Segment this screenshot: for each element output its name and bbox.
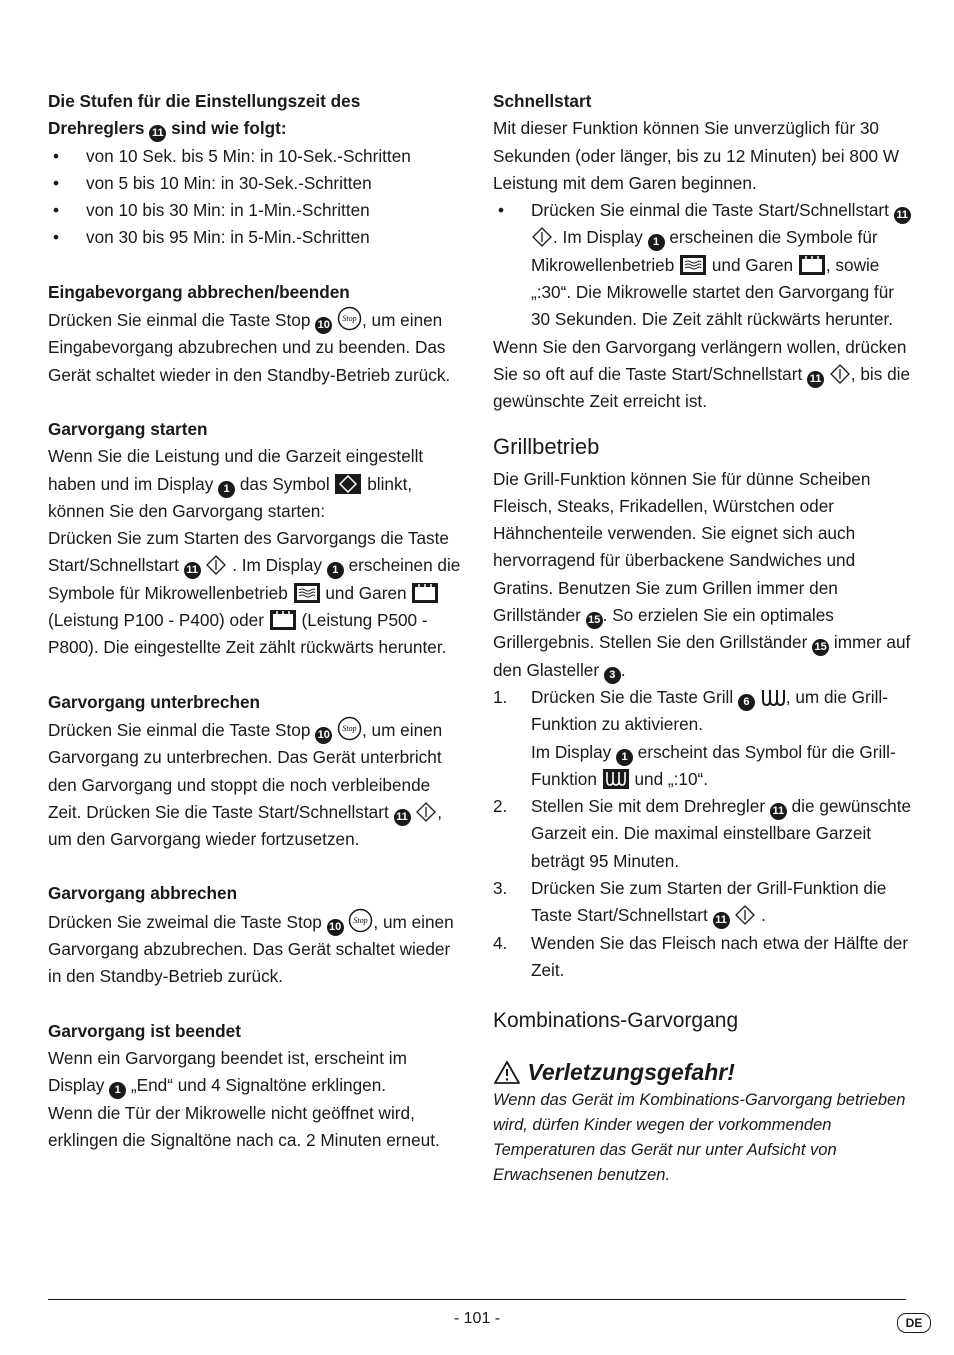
microwave-icon (679, 254, 707, 276)
page-number: - 101 - (453, 1310, 501, 1327)
schnellstart-extend: Wenn Sie den Garvorgang verlängern wollen, drücken Sie so oft auf die Taste Start/Schnellstart 11 , bis die gewünschte Zeit erreicht ist. (493, 336, 911, 412)
abbruch-heading: Garvorgang abbrechen (48, 883, 238, 904)
svg-text:Stop: Stop (353, 915, 369, 925)
intro-heading: Die Stufen für die Einstellungszeit des Drehreglers 11 sind wie folgt: (48, 88, 468, 143)
grillbetrieb-heading: Grillbetrieb (493, 433, 600, 459)
stop-icon (337, 716, 362, 741)
beendet-heading: Garvorgang ist beendet (48, 1020, 241, 1041)
grillbetrieb-paragraph: Die Grill-Funktion können Sie für dünne Scheiben Fleisch, Steaks, Frikadellen, Würstchen oder Hähnchenteile verwenden. Sie eignet sich auch hervorragend für überbackene Sandwiches und Gratins. Benutzen Sie zum Grillen immer den Grillständer 15 . So erzielen Sie ein optimales Grillergebnis. Stellen Sie den Grillständer 15 immer auf den Glasteller 3 . (493, 466, 913, 684)
schnellstart-paragraph: Mit dieser Funktion können Sie unverzüglich für 30 Sekunden (oder länger, bis zu 12 Minuten) bei 800 W Leistung mit dem Garen beginnen. (493, 118, 900, 193)
footer-divider (48, 1299, 906, 1300)
list-item: • von 30 bis 95 Min: in 5-Min.-Schritten (48, 224, 468, 251)
warning-text: Wenn das Gerät im Kombinations-Garvorgang betrieben wird, dürfen Kinder wegen der vorkommenden Temperaturen das Gerät nur unter Aufsicht von Erwachsenen benutzen. (493, 1091, 906, 1185)
beendet-paragraph: Wenn ein Garvorgang beendet ist, erscheint im Display 1 „End“ und 4 Signaltöne erklingen. Wenn die Tür der Mikrowelle nicht geöffnet wird, erklingen die Signaltöne nach ca. 2 Minuten erneut. (48, 1047, 440, 1150)
svg-text:Stop: Stop (342, 723, 357, 733)
unterbrechen-heading: Garvorgang unterbrechen (48, 691, 261, 712)
list-item: 3. Drücken Sie zum Starten der Grill-Funktion die Taste Start/Schnellstart 11 . (493, 875, 913, 930)
microwave-icon (293, 582, 321, 604)
abbrechen-heading: Eingabevorgang abbrechen/beenden (48, 281, 350, 302)
cooking-icon (269, 609, 297, 631)
schnellstart-heading: Schnellstart (493, 91, 592, 111)
starten-paragraph: Wenn Sie die Leistung und die Garzeit eingestellt haben und im Display 1 das Symbol blinkt, können Sie den Garvorgang starten: Drücken Sie zum Starten des Garvorgangs die Taste Start/Schnellstart 11 . Im Display 1 erscheinen die Symbole für Mikrowellenbetrieb und Garen (Leistung P100 - P400) oder (Leistung P500 - P800). Die eingestellte Zeit zählt rückwärts herunter. (48, 446, 461, 658)
grill-display-icon (602, 768, 630, 790)
ref-11: 11 (149, 125, 166, 142)
kombination-heading: Kombinations-Garvorgang (493, 1009, 739, 1033)
list-item: • von 5 bis 10 Min: in 30-Sek.-Schritten (48, 170, 468, 197)
list-item: 2. Stellen Sie mit dem Drehregler 11 die gewünschte Garzeit ein. Die maximal einstellbare Garzeit beträgt 95 Minuten. (493, 796, 912, 871)
abbruch-paragraph: Drücken Sie zweimal die Taste Stop 10 Stop , um einen Garvorgang abzubrechen. Das Gerät schaltet wieder in den Standby-Betrieb zurück. (48, 908, 468, 991)
start-icon (205, 554, 227, 576)
right-column (493, 88, 913, 1188)
warning-icon (493, 1060, 521, 1085)
warning-title: Verletzungsgefahr! (493, 1056, 913, 1088)
svg-text:Stop: Stop (342, 314, 357, 324)
stop-icon (337, 306, 362, 331)
language-badge: DE (897, 1313, 931, 1333)
list-item: • von 10 Sek. bis 5 Min: in 10-Sek.-Schritten (48, 143, 468, 170)
starten-heading: Garvorgang starten (48, 418, 208, 439)
list-item: 1. Drücken Sie die Taste Grill 6 , um die Grill-Funktion zu aktivieren. Im Display 1 erscheint das Symbol für die Grill-Funktion und „:10“. (493, 686, 896, 789)
list-item: • Drücken Sie einmal die Taste Start/Schnellstart 11 . Im Display 1 erscheinen die Symbole für Mikrowellenbetrieb und Garen , sowie „:30“. Die Mikrowelle startet den Garvorgang für 30 Sekunden. Die Zeit zählt rückwärts herunter. (493, 197, 913, 333)
stop-icon (348, 908, 373, 933)
grill-icon (760, 688, 786, 708)
list-item: 4. Wenden Sie das Fleisch nach etwa der Hälfte der Zeit. (493, 932, 909, 980)
abbrechen-paragraph: Drücken Sie einmal die Taste Stop 10 Stop , um einen Eingabevorgang abzubrechen und zu beenden. Das Gerät schaltet wieder in den Standby-Betrieb zurück. (48, 306, 468, 389)
cooking-icon (411, 582, 439, 604)
cooking-icon (798, 254, 826, 276)
start-icon (531, 226, 553, 248)
list-item: • von 10 bis 30 Min: in 1-Min.-Schritten (48, 197, 468, 224)
left-column (48, 88, 468, 1154)
start-icon (734, 904, 756, 926)
start-display-icon (334, 473, 362, 495)
unterbrechen-paragraph: Drücken Sie einmal die Taste Stop 10 Stop , um einen Garvorgang zu unterbrechen. Das Gerät unterbricht den Garvorgang und stoppt die noch verbleibende Zeit. Drücken Sie die Taste Start/Schnellstart 11 , um den Garvorgang wieder fortzusetzen. (48, 716, 468, 853)
start-icon (415, 801, 437, 823)
start-icon (829, 363, 851, 385)
